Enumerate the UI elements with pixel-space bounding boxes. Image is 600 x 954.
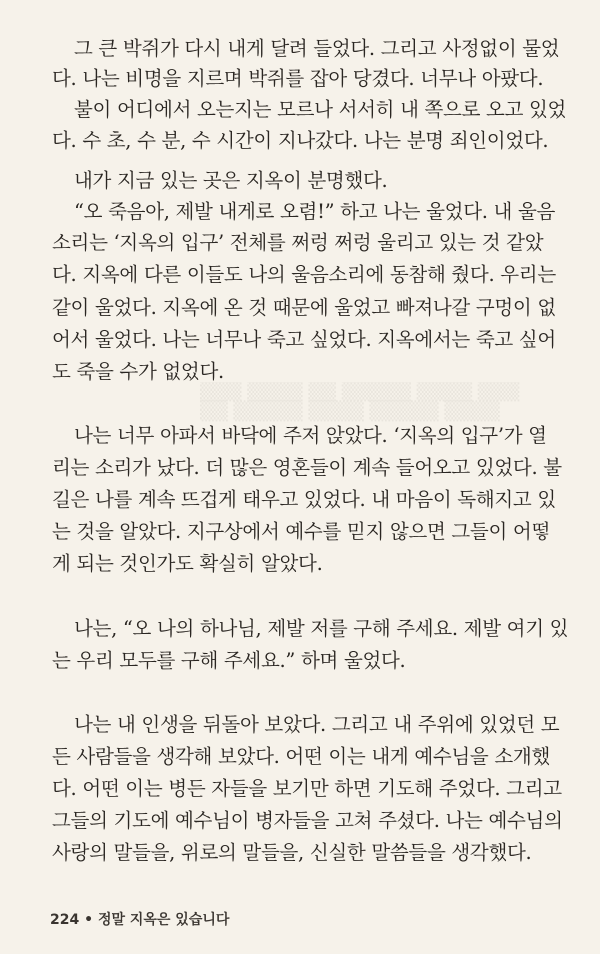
paragraph-5-line-3: 길은 나를 계속 뜨겁게 태우고 있었다. 내 마음이 독해지고 있 [52, 488, 556, 511]
paragraph-4-line-5: 어서 울었다. 나는 너무나 죽고 싶었다. 지옥에서는 죽고 싶어 [52, 328, 556, 351]
paragraph-4-line-2: 소리는 ‘지옥의 입구’ 전체를 쩌렁 쩌렁 울리고 있는 것 같았 [52, 231, 544, 254]
paragraph-2-line-2: 다. 수 초, 수 분, 수 시간이 지나갔다. 나는 분명 죄인이었다. [52, 129, 549, 152]
paragraph-1-line-1: 그 큰 박쥐가 다시 내게 달려 들었다. 그리고 사정없이 물었 [74, 37, 560, 60]
paragraph-6-line-2: 는 우리 모두를 구해 주세요.” 하며 울었다. [52, 649, 406, 672]
paragraph-4-line-1: “오 죽음아, 제발 내게로 오렴!” 하고 나는 울었다. 내 울음 [74, 200, 556, 223]
page-number: 224 [50, 912, 80, 928]
paragraph-5-line-5: 게 되는 것인가도 확실히 알았다. [52, 552, 323, 575]
paragraph-4-line-6: 도 죽을 수가 없었다. [52, 360, 224, 383]
paragraph-7-line-5: 사랑의 말들을, 위로의 말들을, 신실한 말씀들을 생각했다. [52, 841, 532, 864]
paragraph-7-line-1: 나는 내 인생을 뒤돌아 보았다. 그리고 내 주위에 있었던 모 [74, 713, 560, 736]
paragraph-5-line-2: 리는 소리가 났다. 더 많은 영혼들이 계속 들어오고 있었다. 불 [52, 456, 562, 479]
page-footer [50, 909, 229, 929]
paragraph-4-line-4: 같이 울었다. 지옥에 온 것 때문에 울었고 빠져나갈 구멍이 없 [52, 296, 556, 319]
paragraph-7-line-4: 그들의 기도에 예수님이 병자들을 고쳐 주셨다. 나는 예수님의 [52, 809, 563, 832]
paragraph-3-line-1: 내가 지금 있는 곳은 지옥이 분명했다. [74, 169, 388, 192]
footer-separator: • [84, 912, 94, 928]
bleed-through-text: ▒▒▒ ▒▒▒▒ ▒▒ ▒▒▒▒▒ ▒▒▒▒ ▒▒▒ ▒▒ ▒▒▒▒▒ ▒▒▒▒ ▒▒▒▒▒ ▒▒▒▒ [200, 382, 520, 422]
paragraph-7-line-2: 든 사람들을 생각해 보았다. 어떤 이는 내게 예수님을 소개했 [52, 745, 550, 768]
paragraph-4-line-3: 다. 지옥에 다른 이들도 나의 울음소리에 동참해 줬다. 우리는 [52, 263, 556, 286]
paragraph-5-line-1: 나는 너무 아파서 바닥에 주저 앉았다. ‘지옥의 입구’가 열 [74, 424, 547, 447]
paragraph-1-line-2: 다. 나는 비명을 지르며 박쥐를 잡아 당겼다. 너무나 아팠다. [52, 67, 544, 90]
book-title: 정말 지옥은 있습니다 [97, 912, 230, 928]
paragraph-6-line-1: 나는, “오 나의 하나님, 제발 저를 구해 주세요. 제발 여기 있 [74, 617, 569, 640]
paragraph-7-line-3: 다. 어떤 이는 병든 자들을 보기만 하면 기도해 주었다. 그리고 [52, 777, 562, 800]
paragraph-5-line-4: 는 것을 알았다. 지구상에서 예수를 믿지 않으면 그들이 어떻 [52, 520, 550, 543]
paragraph-2-line-1: 불이 어디에서 오는지는 모르나 서서히 내 쪽으로 오고 있었 [74, 98, 567, 121]
